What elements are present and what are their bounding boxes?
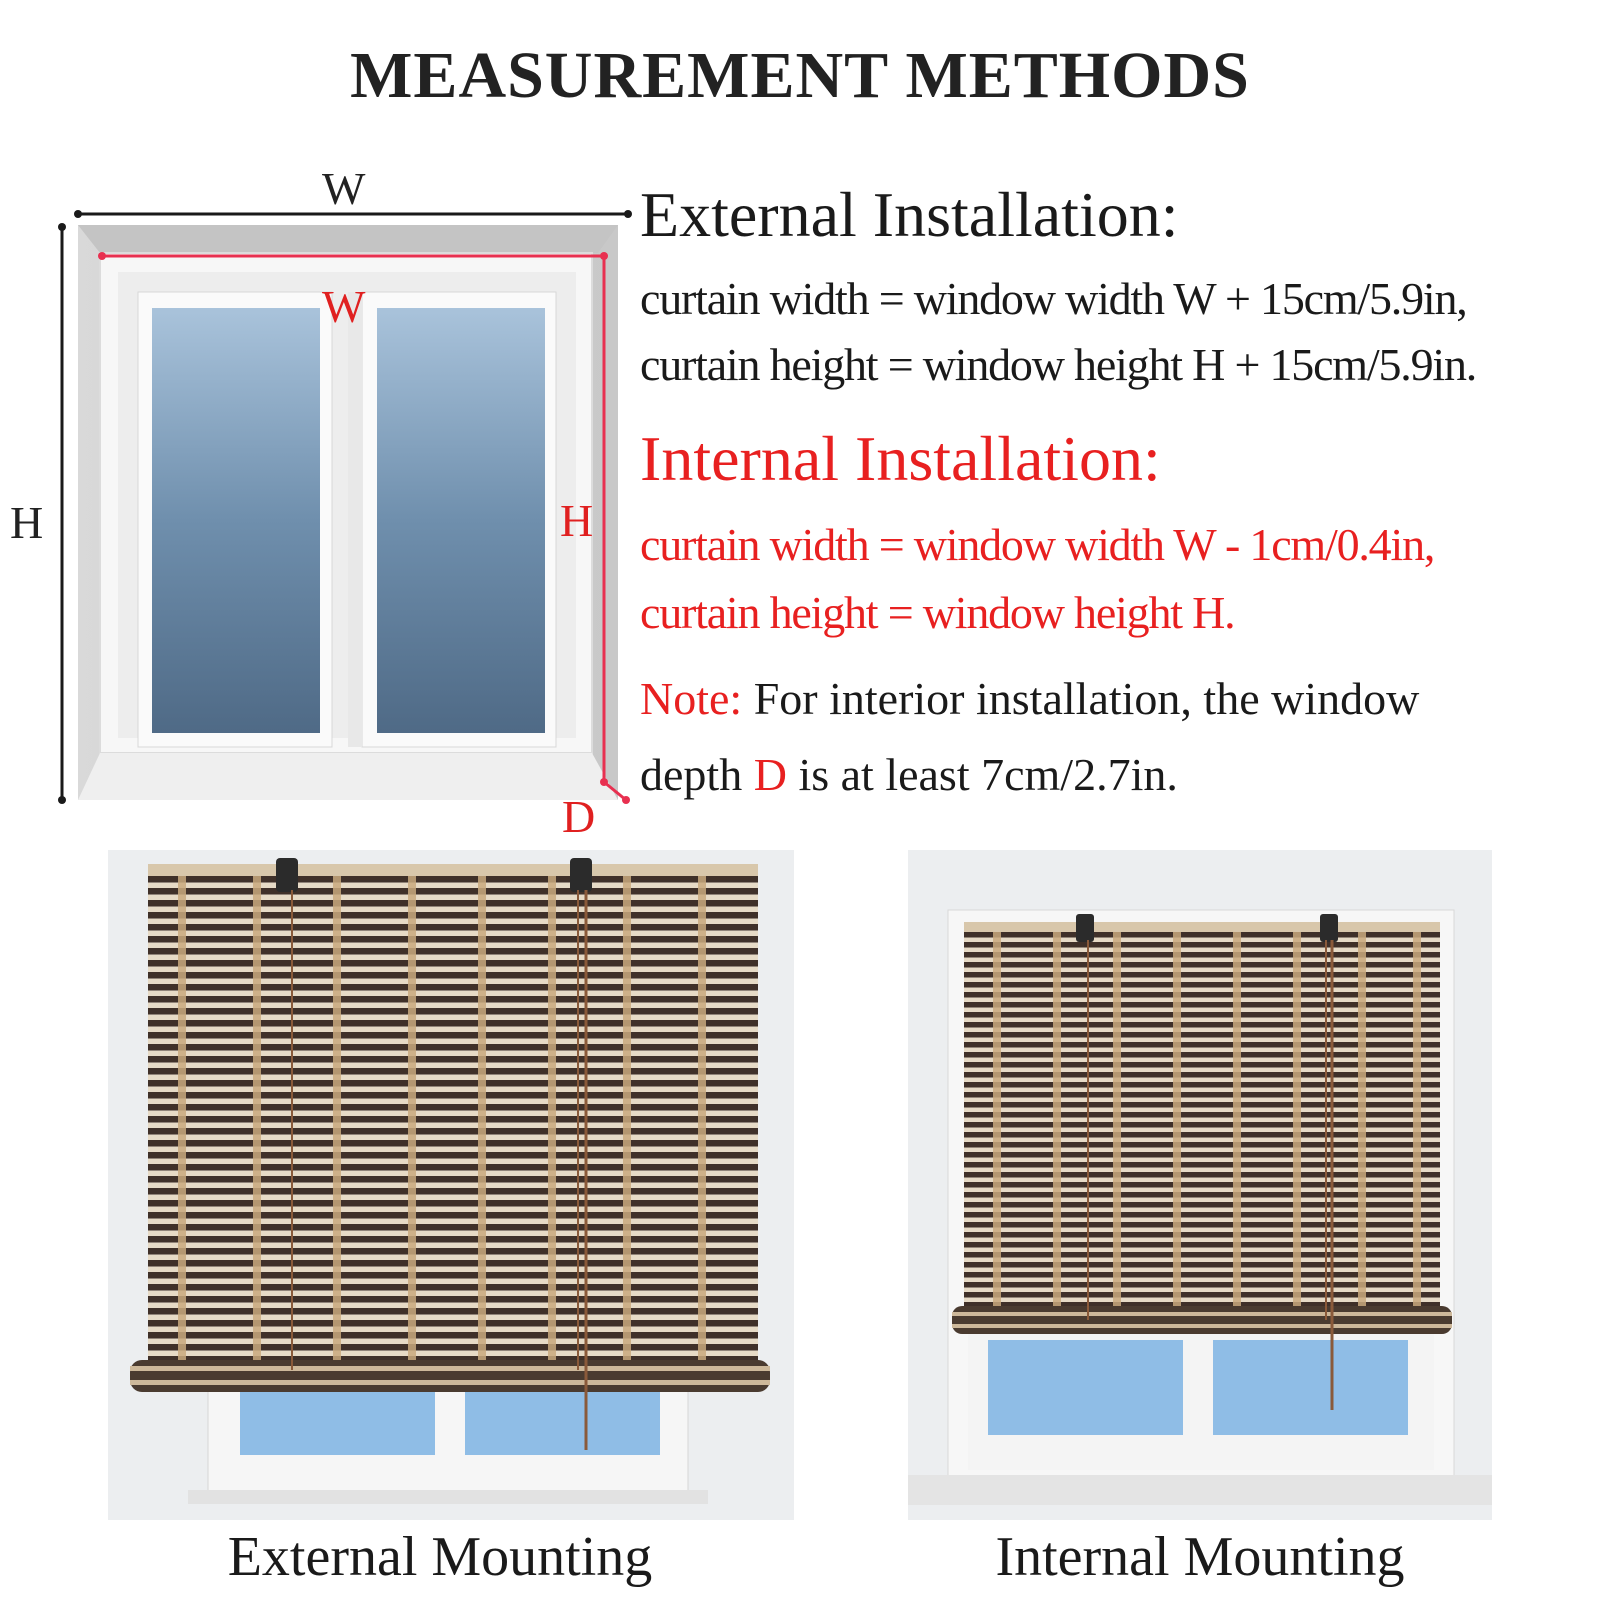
note-prefix: Note:	[640, 673, 743, 724]
internal-blind-slats	[964, 932, 1440, 1312]
external-height-formula: curtain height = window height H + 15cm/5.9in.	[640, 339, 1477, 390]
inner-width-label: W	[322, 281, 366, 332]
internal-mounting-caption: Internal Mounting	[995, 1526, 1405, 1588]
note-depth-symbol: D	[753, 749, 787, 800]
internal-height-formula: curtain height = window height H.	[640, 587, 1235, 638]
inner-height-label: H	[560, 495, 594, 546]
outer-width-label: W	[322, 163, 366, 214]
outer-height-label: H	[10, 497, 44, 548]
internal-width-formula: curtain width = window width W - 1cm/0.4in,	[640, 519, 1435, 570]
note-line-2	[640, 748, 1178, 801]
external-blind-slats	[148, 876, 758, 1368]
note-line-1	[640, 672, 1419, 725]
external-installation-heading: External Installation:	[640, 179, 1179, 250]
note-text-1: For interior installation, the window	[742, 673, 1420, 724]
page-title: MEASUREMENT METHODS	[350, 39, 1250, 112]
external-mounting-image	[108, 850, 794, 1520]
note-text-2a: depth	[640, 749, 754, 800]
note-text-2b: is at least 7cm/2.7in.	[786, 749, 1178, 800]
internal-mounting-image	[908, 850, 1492, 1520]
external-mounting-caption: External Mounting	[227, 1526, 653, 1588]
internal-installation-heading: Internal Installation:	[640, 423, 1161, 494]
external-width-formula: curtain width = window width W + 15cm/5.9in,	[640, 273, 1467, 324]
window-diagram	[0, 150, 640, 830]
depth-label: D	[562, 791, 596, 842]
